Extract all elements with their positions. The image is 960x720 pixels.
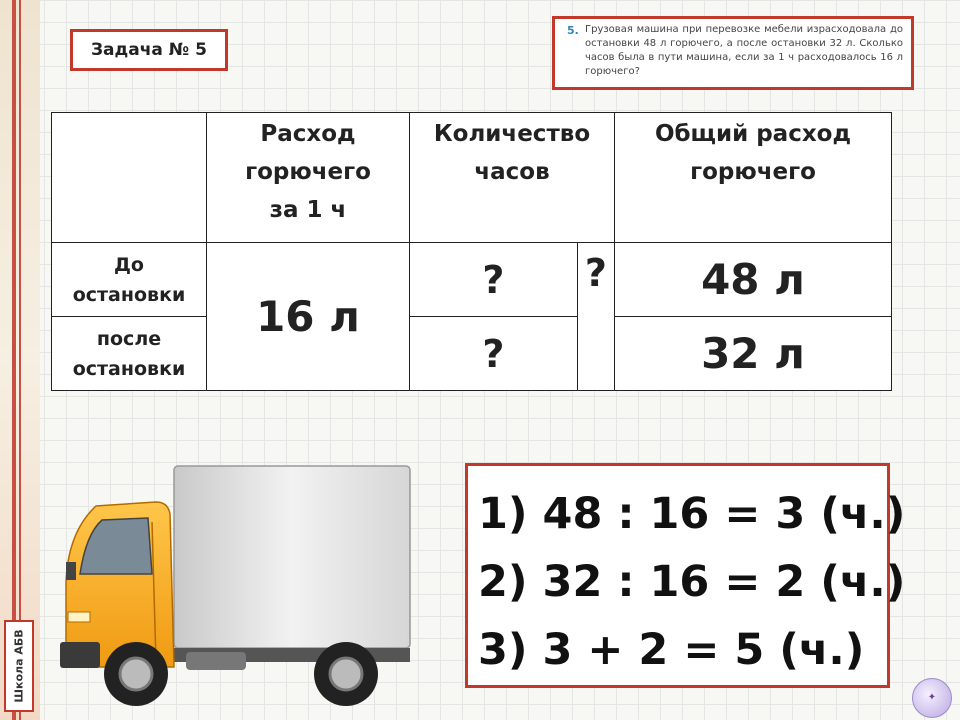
hours-total: ?	[577, 243, 614, 391]
school-tag	[4, 620, 34, 712]
row-label-before: До остановки	[52, 243, 207, 317]
solution-step-2: 2) 32 : 16 = 2 (ч.)	[478, 557, 906, 607]
truck-illustration	[56, 462, 416, 716]
data-table	[51, 112, 892, 391]
solution-step-3: 3) 3 + 2 = 5 (ч.)	[478, 625, 865, 675]
hours-before: ?	[410, 243, 578, 317]
margin-line-thin	[19, 0, 21, 720]
header-total: Общий расход горючего	[615, 113, 892, 243]
left-margin-strip	[0, 0, 40, 720]
total-after: 32 л	[615, 317, 892, 391]
header-hours: Количество часов	[410, 113, 615, 243]
table-corner-cell	[52, 113, 207, 243]
textbook-problem	[552, 16, 914, 90]
total-before: 48 л	[615, 243, 892, 317]
task-title: Задача № 5	[70, 29, 228, 71]
solution-box	[465, 463, 906, 688]
solution-step-1: 1) 48 : 16 = 3 (ч.)	[478, 489, 906, 539]
school-label: Школа АБВ	[12, 629, 26, 703]
truck-icon	[56, 462, 416, 712]
header-rate: Расход горючего за 1 ч	[207, 113, 410, 243]
problem-text: Грузовая машина при перевозке мебели израсходовала до остановки 48 л горючего, а после остановки 32 л. Сколько часов была в пути машина, если за 1 ч расходовалось 16 л горючего?	[585, 24, 903, 77]
problem-number: 5.	[567, 24, 579, 37]
row-label-after: после остановки	[52, 317, 207, 391]
rate-value: 16 л	[207, 243, 410, 391]
margin-line	[12, 0, 16, 720]
hours-after: ?	[410, 317, 578, 391]
school-logo-icon: ✦	[912, 678, 952, 718]
